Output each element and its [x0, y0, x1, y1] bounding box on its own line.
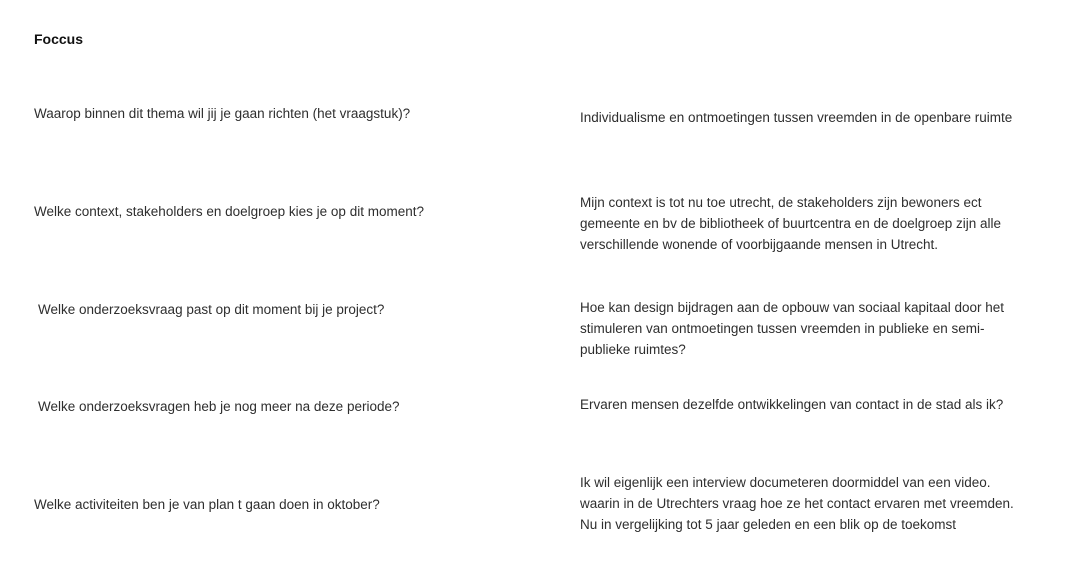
answer-3: Hoe kan design bijdragen aan de opbouw van sociaal kapitaal door het stimuleren van ontmoetingen tussen vreemden in publieke en semi-publieke ruimtes?	[580, 300, 1005, 357]
question-3: Welke onderzoeksvraag past op dit moment bij je project?	[38, 302, 385, 317]
answer-1: Individualisme en ontmoetingen tussen vreemden in de openbare ruimte	[580, 110, 1013, 125]
question-1: Waarop binnen dit thema wil jij je gaan richten (het vraagstuk)?	[34, 106, 411, 121]
answer-4: Ervaren mensen dezelfde ontwikkelingen van contact in de stad als ik?	[580, 397, 1004, 412]
question-5: Welke activiteiten ben je van plan t gaan doen in oktober?	[34, 497, 380, 512]
answer-5: Ik wil eigenlijk een interview documeteren doormiddel van een video. waarin in de Utrechters vraag hoe ze het contact ervaren met vreemden. Nu in vergelijking tot 5 jaar geleden en een blik op de toekomst	[580, 475, 1014, 532]
question-2: Welke context, stakeholders en doelgroep kies je op dit moment?	[34, 204, 424, 219]
document-title: Foccus	[34, 31, 84, 47]
answer-2: Mijn context is tot nu toe utrecht, de stakeholders zijn bewoners ect gemeente en bv de bibliotheek of buurtcentra en de doelgroep zijn alle verschillende wonende of voorbijgaande mensen in Utrecht.	[580, 195, 1002, 252]
question-4: Welke onderzoeksvragen heb je nog meer na deze periode?	[38, 399, 400, 414]
